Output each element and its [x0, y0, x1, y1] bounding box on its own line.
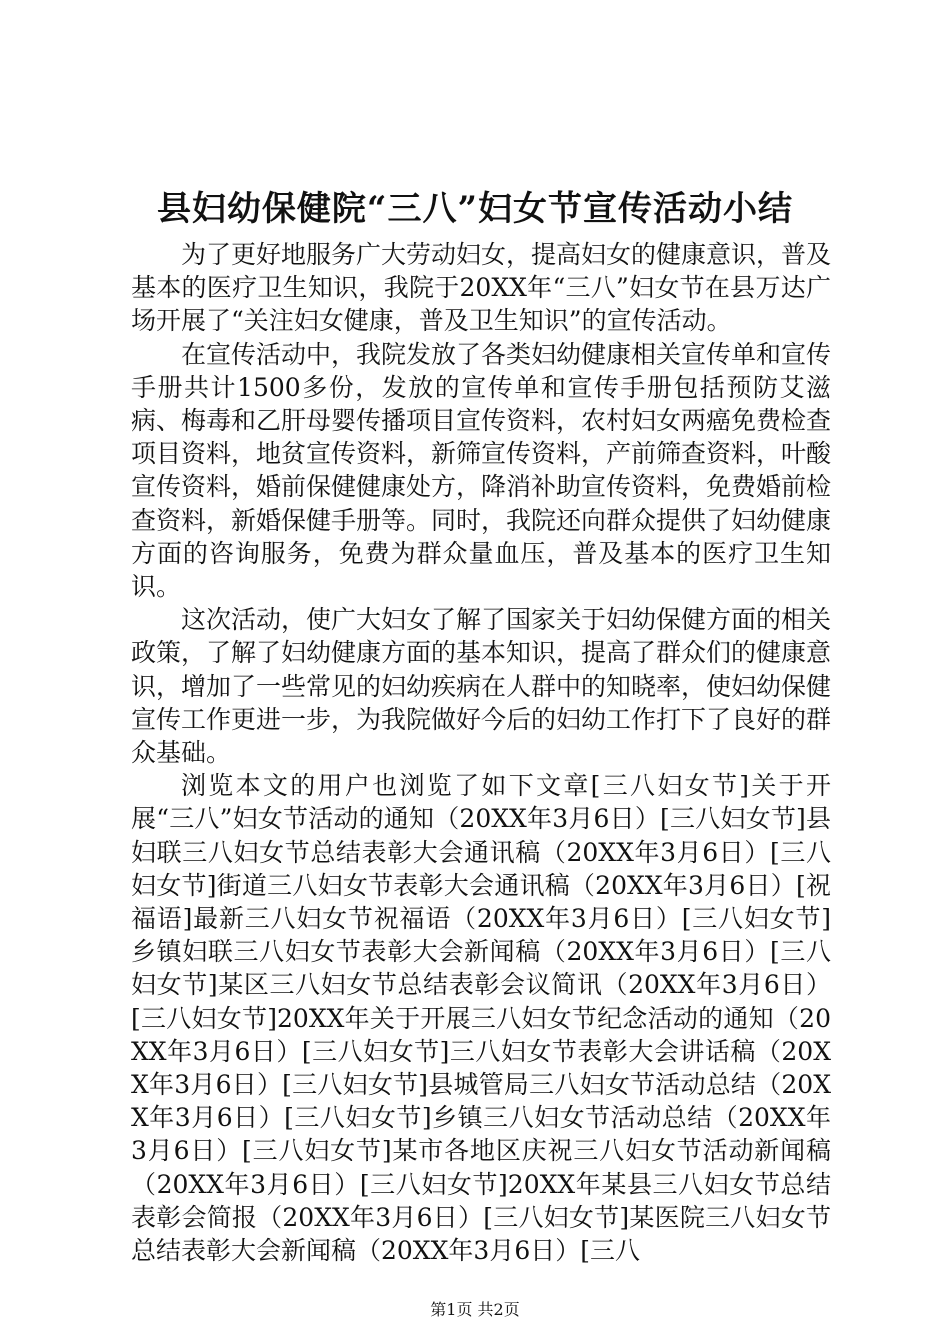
- page-number-footer: 第1页 共2页: [430, 1300, 520, 1319]
- paragraph-results: 这次活动，使广大妇女了解了国家关于妇幼保健方面的相关政策，了解了妇幼健康方面的基本知识，提高了群众们的健康意识，增加了一些常见的妇幼疾病在人群中的知晓率，使妇幼保健宣传工作更进一步，为我院做好今后的妇幼工作打下了良好的群众基础。: [131, 605, 832, 768]
- document-title: 县妇幼保健院“三八”妇女节宣传活动小结: [156, 189, 794, 229]
- paragraph-intro: 为了更好地服务广大劳动妇女，提高妇女的健康意识，普及基本的医疗卫生知识，我院于20XX年“三八”妇女节在县万达广场开展了“关注妇女健康，普及卫生知识”的宣传活动。: [131, 240, 832, 336]
- paragraph-related-articles: 浏览本文的用户也浏览了如下文章[三八妇女节]关于开展“三八”妇女节活动的通知（20XX年3月6日）[三八妇女节]县妇联三八妇女节总结表彰大会通讯稿（20XX年3月6日）[三八妇女节]街道三八妇女节表彰大会通讯稿（20XX年3月6日）[祝福语]最新三八妇女节祝福语（20XX年3月6日）[三八妇女节]乡镇妇联三八妇女节表彰大会新闻稿（20XX年3月6日）[三八妇女节]某区三八妇女节总结表彰会议简讯（20XX年3月6日）[三八妇女节]20XX年关于开展三八妇女节纪念活动的通知（20XX年3月6日）[三八妇女节]三八妇女节表彰大会讲话稿（20XX年3月6日）[三八妇女节]县城管局三八妇女节活动总结（20XX年3月6日）[三八妇女节]乡镇三八妇女节活动总结（20XX年3月6日）[三八妇女节]某市各地区庆祝三八妇女节活动新闻稿（20XX年3月6日）[三八妇女节]20XX年某县三八妇女节总结表彰会简报（20XX年3月6日）[三八妇女节]某医院三八妇女节总结表彰大会新闻稿（20XX年3月6日）[三八: [131, 771, 831, 1266]
- document-body: [131, 238, 831, 1267]
- paragraph-activities: 在宣传活动中，我院发放了各类妇幼健康相关宣传单和宣传手册共计1500多份，发放的宣传单和宣传手册包括预防艾滋病、梅毒和乙肝母婴传播项目宣传资料，农村妇女两癌免费检查项目资料，地贫宣传资料，新筛宣传资料，产前筛查资料，叶酸宣传资料，婚前保健健康处方，降消补助宣传资料，免费婚前检查资料，新婚保健手册等。同时，我院还向群众提供了妇幼健康方面的咨询服务，免费为群众量血压，普及基本的医疗卫生知识。: [131, 339, 832, 602]
